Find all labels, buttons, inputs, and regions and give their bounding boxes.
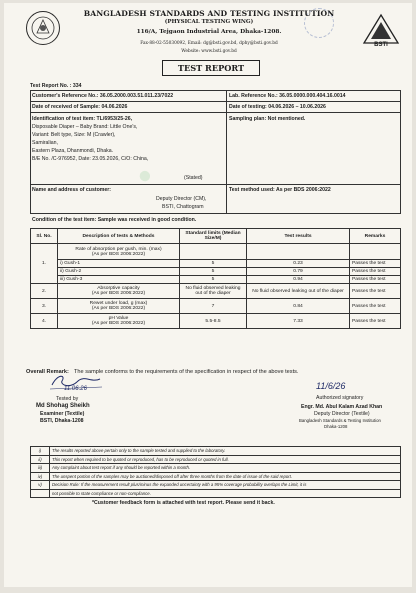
identification-line-1: Identification of test item: TL/6953/25-26, (32, 116, 133, 122)
lab-reference: Lab. Reference No.: 36.05.0000.000.404.16.0014 (229, 93, 346, 99)
test-report-no: Test Report No. : 334 (30, 83, 82, 89)
test-method: Test method used: As per BDS 2006:2022 (229, 187, 331, 193)
table-row: 3. Rewet under load, g (max) (As per BDS 2006:2022) 7 0.84 Passes the test (31, 299, 401, 314)
tested-by-name: Md Shohag Sheikh (36, 403, 90, 409)
org-wing: (PHYSICAL TESTING WING) (164, 19, 254, 25)
org-contact: Fax-88-02-55030092, Email: dg@bsti.gov.bd, dphy@bsti.gov.bd (140, 41, 278, 46)
col-description: Description of tests & Methods (58, 229, 180, 244)
note-row: v) Decision Rule: If the measurement result plus/minus the expanded uncertainty with a 95% coverage probability overlaps the Limit, it is (31, 481, 401, 490)
watermark: ● (130, 163, 161, 189)
authorized-date: 11/6/26 (316, 381, 346, 391)
authorized-name: Engr. Md. Abul Kalam Azad Khan (301, 404, 383, 410)
sampling-plan: Sampling plan: Not mentioned. (229, 116, 306, 122)
table-header-row (31, 229, 401, 244)
footer-note: *Customer feedback form is attached with test report. Please send it back. (92, 500, 275, 506)
note-row: not possible to state compliance or non-compliance. (31, 489, 401, 498)
tested-by-org: BSTI, Dhaka-1208 (40, 418, 84, 424)
col-results: Test results (247, 229, 350, 244)
bsti-logo-icon (362, 13, 400, 47)
overall-remark-label: Overall Remark: (26, 369, 69, 375)
col-limits: Standard limits (Median Size/M) (180, 229, 247, 244)
identification-line-6: B/E No. /C-976952, Date: 23.05.2026, C/O: China, (32, 156, 149, 162)
table-row: 1. Rate of absorption per gush, min. (max) (As per BDS 2006:2022) (31, 244, 401, 260)
date-received: Date of received of Sample: 04.06.2026 (32, 104, 128, 110)
logo-right-text: BSTI (374, 42, 388, 47)
report-title: TEST REPORT (162, 60, 260, 76)
customer-address: BSTI, Chattogram (162, 204, 204, 210)
note-row: iii) Any complaint about test report if any should be reported within a month. (31, 464, 401, 473)
authorized-org: Bangladesh Standards & Testing Institution (299, 418, 381, 423)
org-address: 116/A, Tejgaon Industrial Area, Dhaka-1208. (136, 29, 282, 35)
test-report-page (4, 3, 412, 587)
overall-remark: The sample conforms to the requirements of the specification in respect of the above tests. (74, 369, 299, 375)
notes-table (30, 446, 401, 498)
tested-by-role: Examiner (Textile) (40, 411, 85, 417)
table-row: 4. pH Value (As per BDS 2006:2022) 5.5-8.5 7.33 Passes the test (31, 314, 401, 329)
table-row: ii) Gush-2 5 0.79 Passes the test (31, 268, 401, 276)
identification-line-2: Disposable Diaper – Baby Brand: Little One's, (32, 124, 138, 130)
customer-reference: Customer's Reference No.: 36.05.2000.003.51.011.23/7022 (32, 93, 174, 99)
identification-line-5: Eastern Plaza, Dhanmondi, Dhaka. (32, 148, 114, 154)
note-row: iv) The unspent portion of the samples may be auctioned/disposed off after three months from the date of issue of the said report. (31, 472, 401, 481)
customer-name: Deputy Director (CM), (156, 196, 207, 202)
results-table (30, 228, 401, 329)
table-row: iii) Gush-3 5 0.94 Passes the test (31, 276, 401, 284)
table-row: i) Gush-1 5 0.23 Passes the test (31, 260, 401, 268)
note-row: i) The results reported above pertain only to the sample tested and supplied to the laboratory. (31, 447, 401, 456)
org-name: BANGLADESH STANDARDS AND TESTING INSTITUTION (83, 9, 335, 18)
table-row: 2. Absorptive capacity (As per BDS 2006:2022) No fluid observed leaking out of the diaper No fluid observed leaking out of the diaper Passes the test (31, 284, 401, 299)
col-sl: Sl. No. (31, 229, 58, 244)
stated-label: (Stated) (184, 175, 203, 181)
date-testing: Date of testing: 04.06.2026 – 10.06.2026 (229, 104, 326, 110)
authorized-city: Dhaka-1208 (324, 424, 348, 429)
col-remarks: Remarks (350, 229, 401, 244)
identification-line-3: Variant: Belt type, Size: M (Crawler), (32, 132, 116, 138)
bsti-emblem-icon (26, 11, 60, 45)
tested-by-label: Tested by (56, 396, 79, 402)
authorized-role: Deputy Director (Textile) (314, 411, 370, 417)
condition-text: Condition of the test item: Sample was received in good condition. (32, 217, 197, 223)
authorized-label: Authorized signatory (316, 395, 364, 401)
org-website: Website: www.bsti.gov.bd (181, 49, 237, 54)
tested-by-date: 11.06.26 (64, 386, 87, 392)
identification-line-4: Samiralian, (32, 140, 58, 146)
note-row: ii) This report when required to be quoted or reproduced, has to be reproduced or quoted in full. (31, 455, 401, 464)
customer-label: Name and address of customer: (32, 187, 111, 193)
